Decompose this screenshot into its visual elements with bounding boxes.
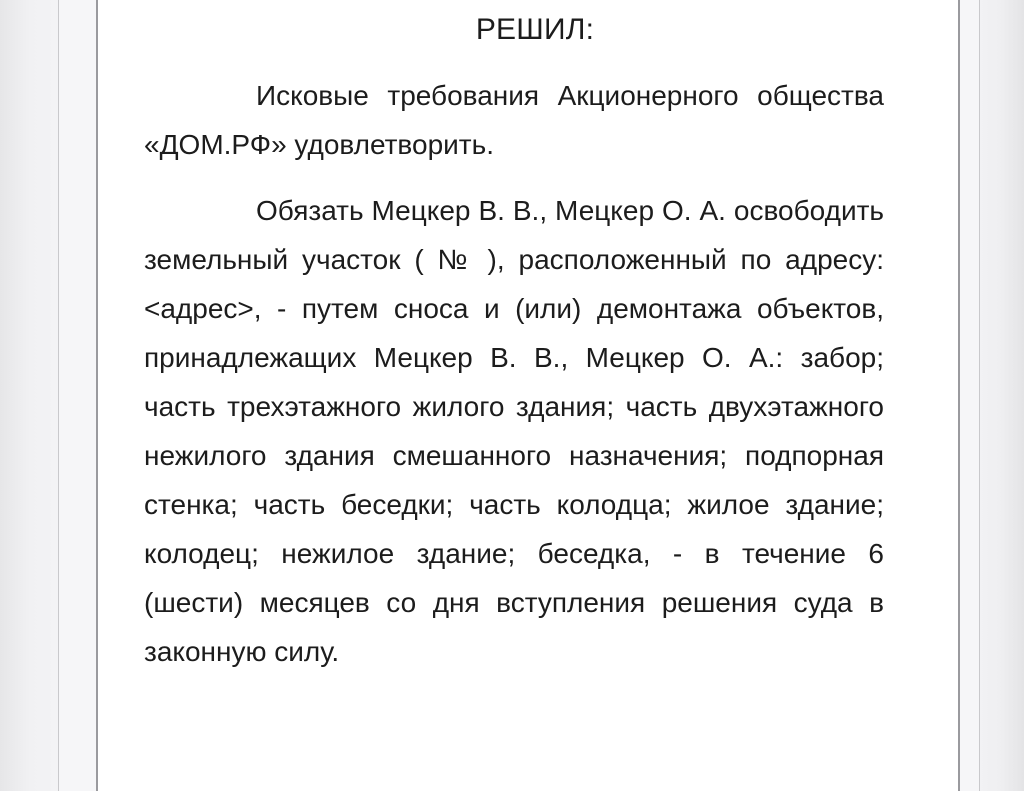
paragraph-claims-satisfied: Исковые требования Акционерного общества «ДОМ.РФ» удовлетворить. xyxy=(144,80,884,160)
decision-heading: РЕШИЛ: xyxy=(475,13,595,46)
document-page xyxy=(96,0,960,791)
paragraph-obligation: Обязать Мецкер В. В., Мецкер О. А. освободить земельный участок ( № ), расположенный по адресу: <адрес>, - путем сноса и (или) демонтажа объектов, принадлежащих Мецкер В. В., Мецкер О. А.: забор; часть трехэтажного жилого здания; часть двухэтажного нежилого здания смешанного назначения; подпорная стенка; часть беседки; часть колодца; жилое здание; колодец; нежилое здание; беседка, - в течение 6 (шести) месяцев со дня вступления решения суда в законную силу. xyxy=(144,195,884,667)
